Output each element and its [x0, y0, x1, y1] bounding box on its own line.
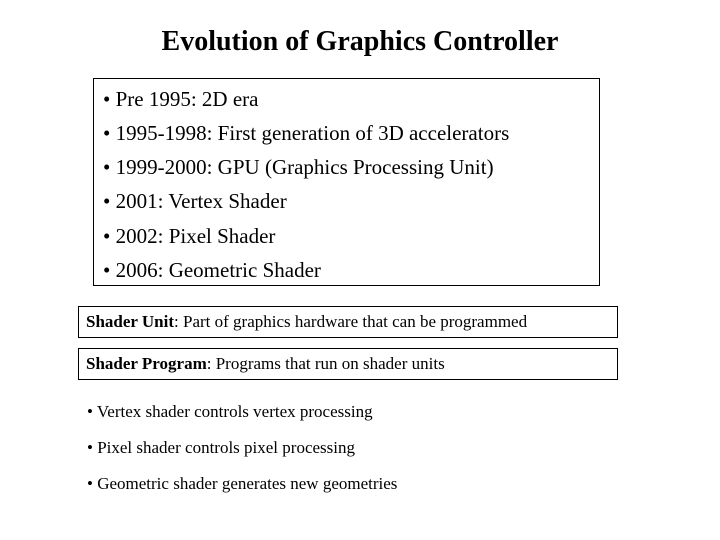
- bullet-icon: •: [103, 258, 111, 282]
- detail-item: [87, 472, 397, 496]
- detail-item-text: Vertex shader controls vertex processing: [96, 402, 373, 421]
- timeline-item: [103, 86, 259, 112]
- timeline-item: [103, 223, 275, 249]
- detail-item-text: Pixel shader controls pixel processing: [97, 438, 355, 457]
- timeline-item: [103, 188, 287, 214]
- timeline-item-text: 1995-1998: First generation of 3D accelerators: [115, 121, 510, 145]
- timeline-item-text: Pre 1995: 2D era: [115, 87, 259, 111]
- bullet-icon: •: [103, 189, 111, 213]
- timeline-item-text: 2001: Vertex Shader: [115, 189, 287, 213]
- bullet-icon: •: [103, 87, 111, 111]
- definition-term: Shader Program: [86, 354, 207, 373]
- definition-term: Shader Unit: [86, 312, 175, 331]
- bullet-icon: •: [87, 474, 93, 493]
- timeline-item: [103, 120, 509, 146]
- detail-item: [87, 436, 355, 460]
- bullet-icon: •: [87, 438, 93, 457]
- definition-box-shader-program: [78, 348, 618, 380]
- bullet-icon: •: [103, 155, 111, 179]
- timeline-item-text: 2006: Geometric Shader: [115, 258, 321, 282]
- bullet-icon: •: [87, 402, 93, 421]
- detail-item-text: Geometric shader generates new geometries: [97, 474, 398, 493]
- definition-text: : Programs that run on shader units: [206, 354, 445, 373]
- timeline-box: [93, 78, 600, 286]
- timeline-item: [103, 154, 494, 180]
- timeline-item-text: 2002: Pixel Shader: [115, 224, 276, 248]
- timeline-item-text: 1999-2000: GPU (Graphics Processing Unit): [115, 155, 494, 179]
- detail-item: [87, 400, 373, 424]
- slide-title: Evolution of Graphics Controller: [161, 26, 559, 57]
- bullet-icon: •: [103, 121, 111, 145]
- bullet-icon: •: [103, 224, 111, 248]
- timeline-item: [103, 257, 321, 283]
- definition-box-shader-unit: [78, 306, 618, 338]
- definition-text: : Part of graphics hardware that can be programmed: [174, 312, 528, 331]
